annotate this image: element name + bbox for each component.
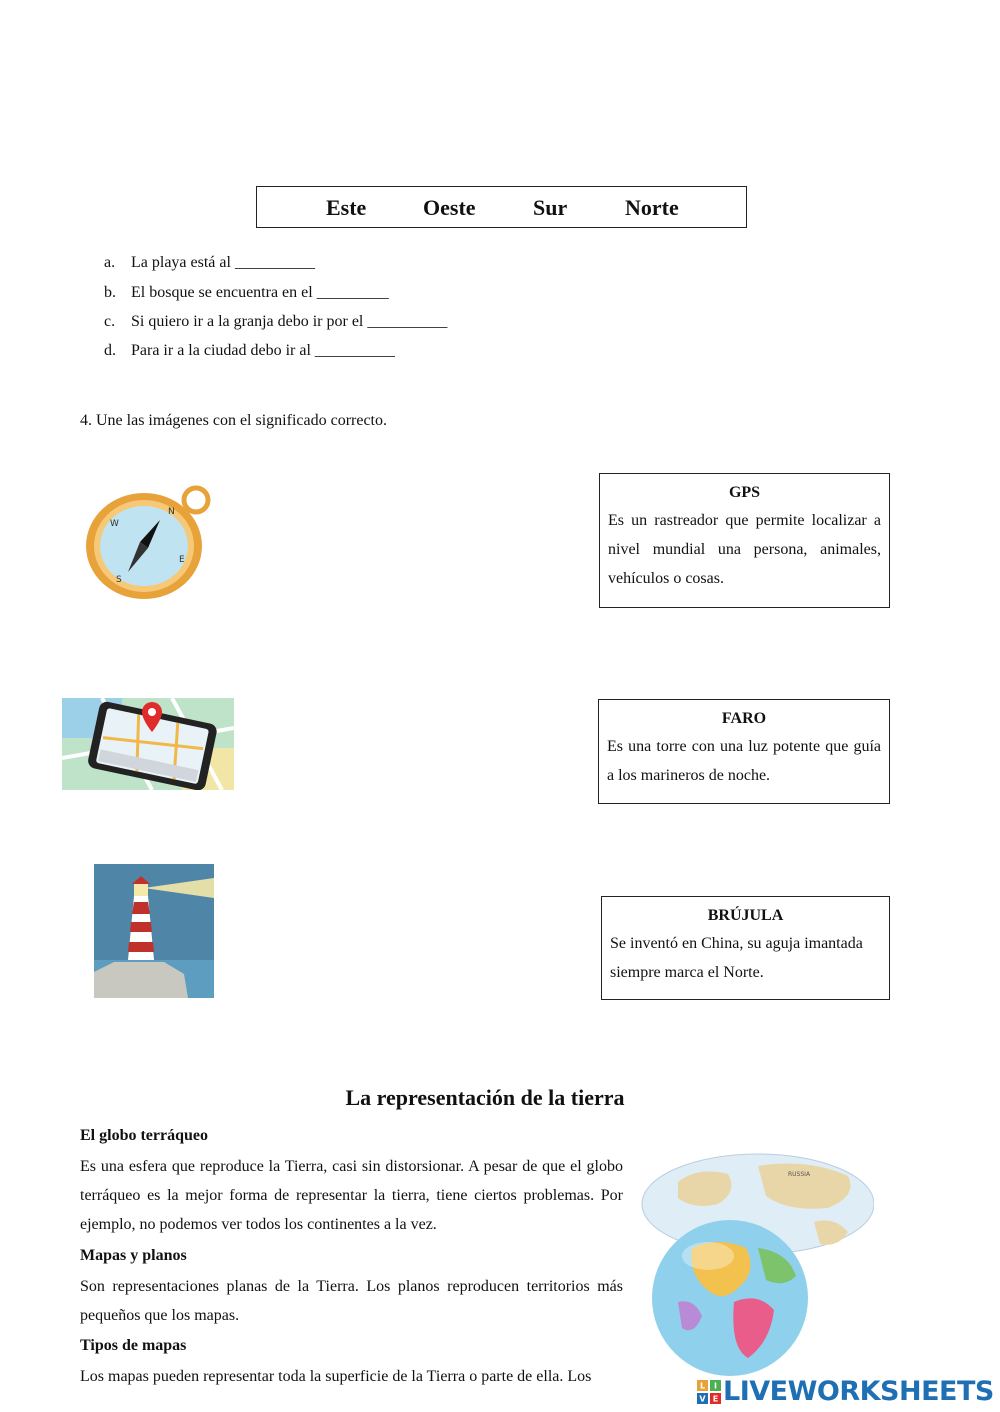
logo-letter: I [714, 1381, 717, 1391]
definition-text: Es un rastreador que permite localizar a nivel mundial una persona, animales, vehículos o cosas. [608, 512, 881, 587]
compass-letter-w: W [110, 519, 119, 529]
question-letter: a. [104, 254, 116, 271]
logo-icon [697, 1380, 721, 1404]
compass-letter-e: E [179, 555, 185, 565]
logo-text: LIVEWORKSHEETS [723, 1376, 994, 1407]
tower-stripe [130, 922, 152, 932]
section-title: La representación de la tierra [345, 1085, 625, 1110]
definition-box-gps[interactable] [599, 473, 890, 608]
definition-title: FARO [721, 710, 767, 727]
map-label: RUSSIA [788, 1171, 811, 1178]
subsection-heading: Mapas y planos [80, 1247, 187, 1264]
globe-highlight [682, 1242, 734, 1270]
tower-stripe [132, 902, 150, 914]
question-letter: d. [104, 342, 116, 359]
definition-text: Es una torre con una luz potente que guía a los marineros de noche. [607, 738, 881, 784]
compass-image[interactable] [78, 482, 218, 604]
exercise-instruction: 4. Une las imágenes con el significado correcto. [80, 412, 387, 429]
definition-box-brujula[interactable] [601, 896, 890, 1000]
subsection-text: Los mapas pueden representar toda la superficie de la Tierra o parte de ella. Los [80, 1368, 592, 1385]
word-bank-item: Sur [533, 195, 568, 220]
question-text: Si quiero ir a la granja debo ir por el __________ [131, 313, 448, 330]
word-bank-item: Oeste [423, 195, 476, 220]
logo-letter: L [699, 1381, 706, 1391]
compass-letter-n: N [168, 507, 175, 517]
lighthouse-image[interactable] [94, 864, 214, 998]
logo-letter: V [699, 1394, 706, 1404]
compass-letter-s: S [116, 575, 122, 585]
question-text: Para ir a la ciudad debo ir al __________ [131, 342, 395, 359]
definition-title: BRÚJULA [707, 907, 784, 924]
word-bank [256, 186, 747, 228]
question-text: La playa está al __________ [131, 254, 315, 271]
definition-text: Se inventó en China, su aguja imantada siempre marca el Norte. [610, 935, 863, 981]
logo-letter: E [712, 1394, 719, 1404]
definition-box-faro[interactable] [598, 699, 890, 804]
word-bank-item: Norte [625, 195, 679, 220]
question-b [104, 284, 389, 302]
liveworksheets-logo [697, 1376, 995, 1408]
question-a [104, 254, 315, 272]
subsection-heading: Tipos de mapas [80, 1337, 187, 1354]
map-pin-dot [148, 708, 156, 716]
question-d [104, 342, 395, 360]
lantern-room [134, 884, 148, 896]
subsection-heading: El globo terráqueo [80, 1127, 208, 1144]
gps-phone-image[interactable] [62, 698, 234, 790]
definition-title: GPS [728, 484, 761, 501]
compass-ring [184, 488, 208, 512]
subsection-text: Son representaciones planas de la Tierra. Los planos reproducen territorios más pequeños que los mapas. [80, 1278, 623, 1324]
question-letter: b. [104, 284, 116, 301]
question-c [104, 313, 447, 331]
tower-stripe [128, 942, 154, 952]
subsection-text: Es una esfera que reproduce la Tierra, casi sin distorsionar. A pesar de que el globo terráqueo es la mejor forma de representar la tierra, tiene ciertos problemas. Por ejemplo, no podemos ver todos los continentes a la vez. [80, 1158, 623, 1233]
question-text: El bosque se encuentra en el _________ [131, 284, 389, 301]
word-bank-item: Este [326, 195, 367, 220]
globe-map-image [638, 1152, 874, 1376]
question-letter: c. [104, 313, 116, 330]
